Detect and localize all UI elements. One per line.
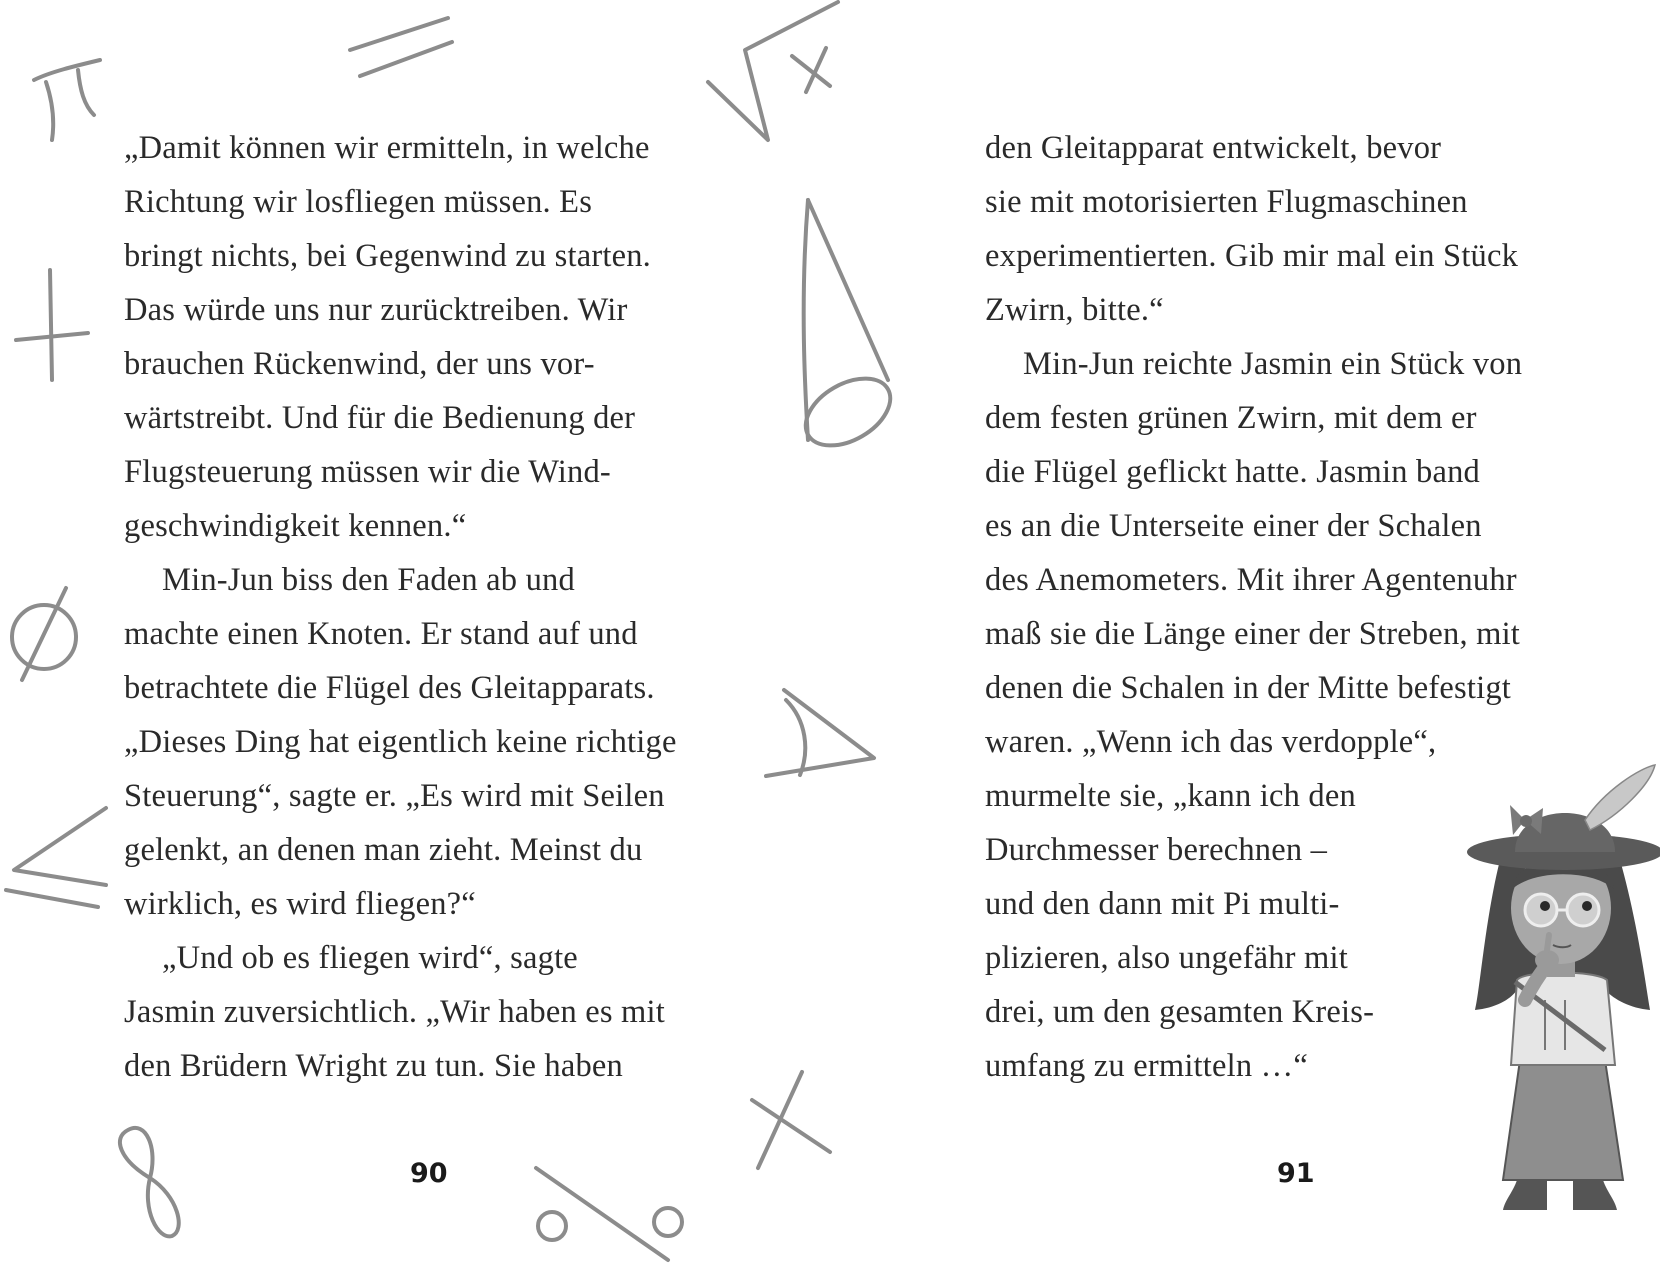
text-line: es an die Unterseite einer der Schalen (985, 508, 1482, 544)
right-page-text (985, 121, 1522, 1093)
cone-doodle (794, 200, 902, 459)
text-line: Min-Jun reichte Jasmin ein Stück von (1023, 346, 1523, 382)
text-line: gelenkt, an denen man zieht. Meinst du (124, 832, 643, 868)
text-line: Jasmin zuversichtlich. „Wir haben es mit (124, 994, 665, 1030)
text-line: wirklich, es wird fliegen?“ (124, 886, 476, 922)
text-line: Flugsteuerung müssen wir die Wind- (124, 454, 611, 490)
text-line: umfang zu ermitteln …“ (985, 1048, 1308, 1084)
text-line: dem festen grünen Zwirn, mit dem er (985, 400, 1477, 436)
text-line: und den dann mit Pi multi- (985, 886, 1340, 922)
text-line: Richtung wir losfliegen müssen. Es (124, 184, 593, 220)
text-line: experimentierten. Gib mir mal ein Stück (985, 238, 1519, 274)
text-line: denen die Schalen in der Mitte befestigt (985, 670, 1512, 706)
text-line: maß sie die Länge einer der Streben, mit (985, 616, 1521, 652)
text-line: betrachtete die Flügel des Gleitapparats. (124, 670, 655, 706)
sqrt-doodle (708, 2, 838, 140)
text-line: geschwindigkeit kennen.“ (124, 508, 467, 544)
less-equal-doodle (6, 808, 106, 907)
text-line: Durchmesser berechnen – (985, 832, 1328, 868)
multiply-doodle (752, 1072, 830, 1168)
text-line: den Gleitapparat entwickelt, bevor (985, 130, 1442, 166)
angle-doodle (766, 690, 874, 776)
page-number-left: 90 (410, 1158, 448, 1189)
percent-doodle (536, 1168, 682, 1260)
girl-illustration (1455, 760, 1660, 1215)
text-line: Min-Jun biss den Faden ab und (162, 562, 575, 598)
plus-doodle (16, 270, 88, 380)
text-line: waren. „Wenn ich das verdopple“, (985, 724, 1437, 760)
empty-set-doodle (12, 588, 76, 680)
text-line: Das würde uns nur zurücktreiben. Wir (124, 292, 628, 328)
equals-doodle (350, 18, 452, 76)
text-line: bringt nichts, bei Gegenwind zu starten. (124, 238, 651, 274)
text-line: wärtstreibt. Und für die Bedienung der (124, 400, 636, 436)
text-line: den Brüdern Wright zu tun. Sie haben (124, 1048, 624, 1084)
text-line: plizieren, also ungefähr mit (985, 940, 1348, 976)
text-line: „Und ob es fliegen wird“, sagte (162, 940, 578, 976)
text-line: brauchen Rückenwind, der uns vor- (124, 346, 595, 382)
page-number-right: 91 (1277, 1158, 1315, 1189)
text-line: sie mit motorisierten Flugmaschinen (985, 184, 1468, 220)
text-line: drei, um den gesamten Kreis- (985, 994, 1375, 1030)
text-line: Zwirn, bitte.“ (985, 292, 1164, 328)
text-line: die Flügel geflickt hatte. Jasmin band (985, 454, 1480, 490)
text-line: murmelte sie, „kann ich den (985, 778, 1356, 814)
infinity-doodle (120, 1128, 179, 1236)
text-line: „Damit können wir ermitteln, in welche (124, 130, 650, 166)
text-line: des Anemometers. Mit ihrer Agentenuhr (985, 562, 1517, 598)
text-line: „Dieses Ding hat eigentlich keine richtige (124, 724, 677, 760)
text-line: machte einen Knoten. Er stand auf und (124, 616, 638, 652)
text-line: Steuerung“, sagte er. „Es wird mit Seilen (124, 778, 665, 814)
pi-doodle (34, 60, 100, 140)
left-page-text (124, 121, 677, 1093)
